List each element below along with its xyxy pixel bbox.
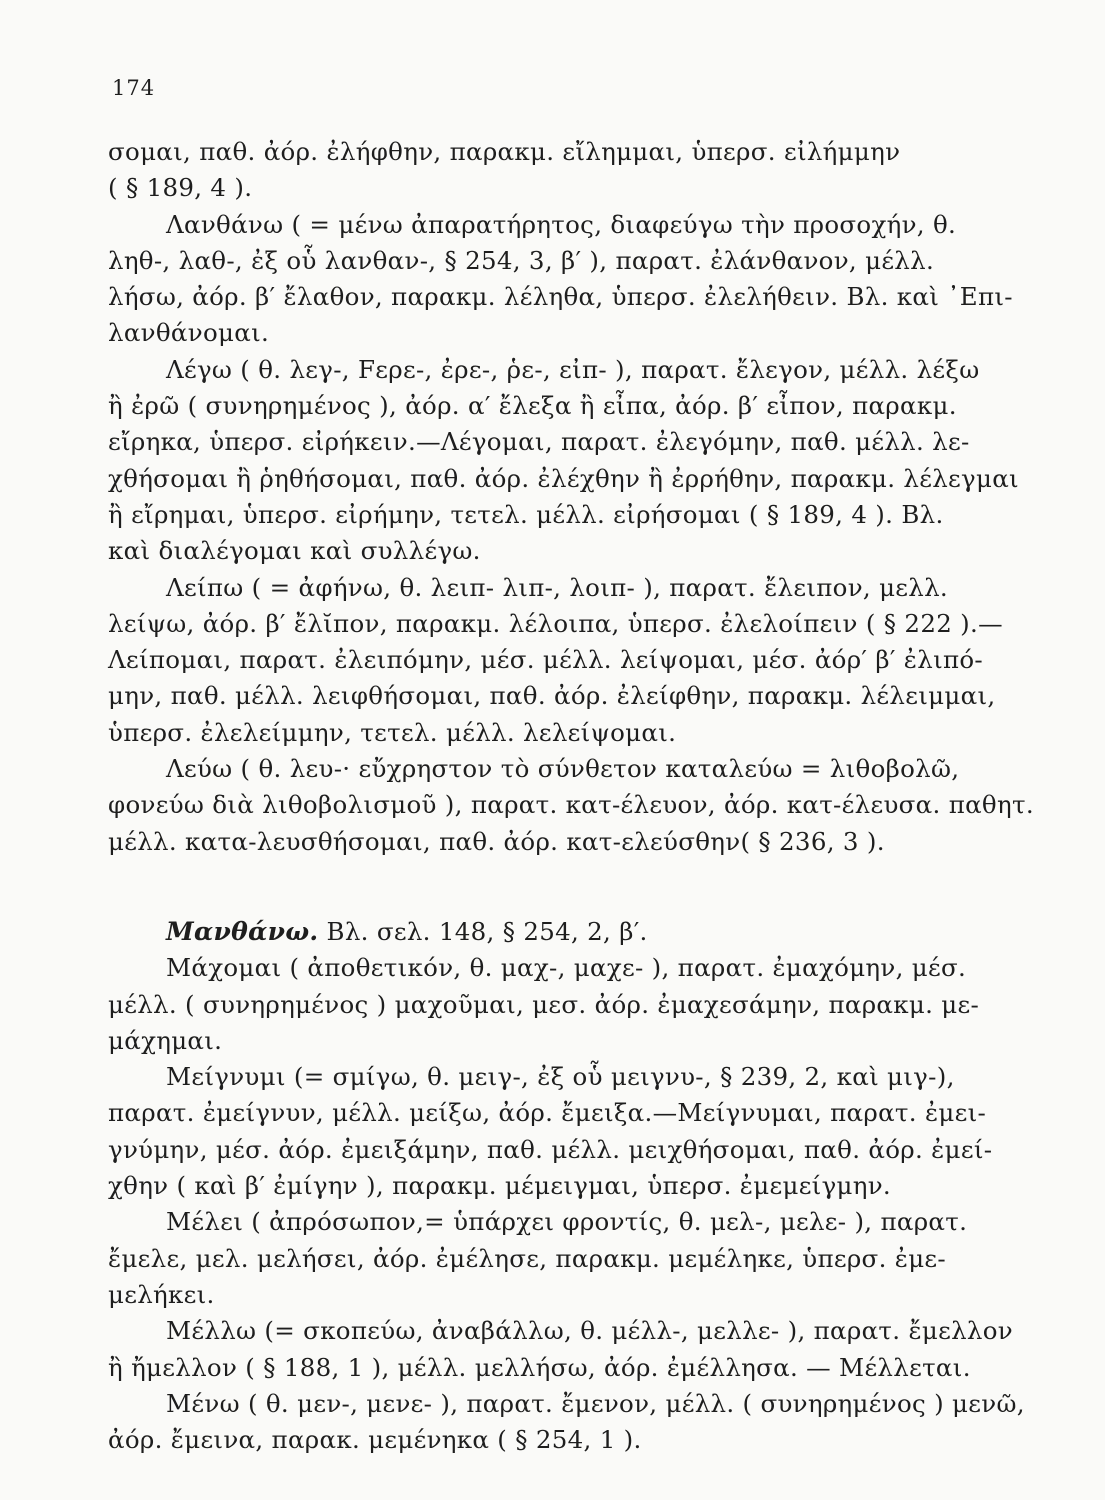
text-line — [108, 914, 965, 950]
text-line: λείψω, ἀόρ. β′ ἔλῐπον, παρακμ. λέλοιπα, ὑπερσ. ἐλελοίπειν ( § 222 ).— — [108, 608, 1003, 638]
text-line: μέλλ. κατα-λευσθήσομαι, παθ. ἀόρ. κατ-ελεύσθην( § 236, 3 ). — [108, 826, 885, 856]
text-line: μην, παθ. μέλλ. λειφθήσομαι, παθ. ἀόρ. ἐλείφθην, παρακμ. λέλειμμαι, — [108, 681, 996, 711]
text-line: καὶ διαλέγομαι καὶ συλλέγω. — [108, 536, 481, 566]
text-line: ὑπερσ. ἐλελείμμην, τετελ. μέλλ. λελείψομαι. — [108, 717, 677, 747]
section-headword: Μανθάνω. — [166, 916, 319, 946]
text-line: παρατ. ἐμείγνυν, μέλλ. μείξω, ἀόρ. ἔμειξα.—Μείγνυμαι, παρατ. ἐμει- — [108, 1098, 987, 1128]
text-line: ἀόρ. ἔμεινα, παρακ. μεμένηκα ( § 254, 1 ). — [108, 1425, 642, 1455]
text-line: Μέλει ( ἀπρόσωπον,= ὑπάρχει φροντίς, θ. μελ-, μελε- ), παρατ. — [166, 1207, 968, 1237]
page-number: 174 — [112, 76, 156, 100]
text-line: μελήκει. — [108, 1279, 215, 1309]
text-line: ληθ-, λαθ-, ἐξ οὗ λανθαν-, § 254, 3, β′ ), παρατ. ἐλάνθανον, μέλλ. — [108, 245, 935, 275]
text-line: Λανθάνω ( = μένω ἀπαρατήρητος, διαφεύγω τὴν προσοχήν, θ. — [166, 209, 957, 239]
text-line: φονεύω διὰ λιθοβολισμοῦ ), παρατ. κατ-έλευον, ἀόρ. κατ-έλευσα. παθητ. — [108, 790, 1034, 820]
text-line: Λείπω ( = ἀφήνω, θ. λειπ- λιπ-, λοιπ- ), παρατ. ἔλειπον, μελλ. — [166, 572, 949, 602]
text-line: μέλλ. ( συνηρημένος ) μαχοῦμαι, μεσ. ἀόρ. ἐμαχεσάμην, παρακμ. με- — [108, 989, 980, 1019]
text-line: Λεύω ( θ. λευ-· εὔχρηστον τὸ σύνθετον καταλεύω = λιθοβολῶ, — [166, 754, 960, 784]
text-line: Μέλλω (= σκοπεύω, ἀναβάλλω, θ. μέλλ-, μελλε- ), παρατ. ἔμελλον — [166, 1316, 1014, 1346]
text-line: ἢ ἐρῶ ( συνηρημένος ), ἀόρ. α′ ἔλεξα ἢ εἶπα, ἀόρ. β′ εἶπον, παρακμ. — [108, 391, 957, 421]
text-line: ἔμελε, μελ. μελήσει, ἀόρ. ἐμέλησε, παρακμ. μεμέληκε, ὑπερσ. ἐμε- — [108, 1243, 946, 1273]
text-line: ἢ εἴρημαι, ὑπερσ. εἰρήμην, τετελ. μέλλ. εἰρήσομαι ( § 189, 4 ). Βλ. — [108, 499, 944, 529]
text-line: σομαι, παθ. ἀόρ. ἐλήφθην, παρακμ. εἴλημμαι, ὑπερσ. εἰλήμμην — [108, 137, 901, 166]
text-line: χθην ( καὶ β′ ἐμίγην ), παρακμ. μέμειγμαι, ὑπερσ. ἐμεμείγμην. — [108, 1171, 892, 1201]
text-line: Μένω ( θ. μεν-, μενε- ), παρατ. ἔμενον, μέλλ. ( συνηρημένος ) μενῶ, — [166, 1388, 1025, 1418]
text-line: λανθάνομαι. — [108, 318, 270, 348]
text-line: Μάχομαι ( ἀποθετικόν, θ. μαχ-, μαχε- ), παρατ. ἐμαχόμην, μέσ. — [166, 953, 967, 983]
text-line: ( § 189, 4 ). — [108, 173, 253, 203]
text-line: λήσω, ἀόρ. β′ ἔλαθον, παρακμ. λέληθα, ὑπερσ. ἐλελήθειν. Βλ. καὶ ᾿Επι- — [108, 282, 1013, 312]
text-line: χθήσομαι ἢ ῥηθήσομαι, παθ. ἀόρ. ἐλέχθην ἢ ἐρρήθην, παρακμ. λέλεγμαι — [108, 463, 1019, 493]
text-line: Λείπομαι, παρατ. ἐλειπόμην, μέσ. μέλλ. λείψομαι, μέσ. ἀόρ′ β′ ἐλιπό- — [108, 645, 984, 675]
text-line: γνύμην, μέσ. ἀόρ. ἐμειξάμην, παθ. μέλλ. μειχθήσομαι, παθ. ἀόρ. ἐμεί- — [108, 1134, 993, 1164]
text-line: Μείγνυμι (= σμίγω, θ. μειγ-, ἐξ οὗ μειγνυ-, § 239, 2, καὶ μιγ-), — [166, 1062, 955, 1092]
text-line: εἴρηκα, ὑπερσ. εἰρήκειν.—Λέγομαι, παρατ. ἐλεγόμην, παθ. μέλλ. λε- — [108, 427, 970, 457]
line-text: Βλ. σελ. 148, § 254, 2, β′. — [318, 916, 648, 946]
text-line: Λέγω ( θ. λεγ-, Fερε-, ἐρε-, ῥε-, εἰπ- ), παρατ. ἔλεγον, μέλλ. λέξω — [166, 354, 980, 384]
text-line: ἢ ἤμελλον ( § 188, 1 ), μέλλ. μελλήσω, ἀόρ. ἐμέλλησα. — Μέλλεται. — [108, 1352, 971, 1382]
dictionary-text — [108, 134, 1034, 1458]
text-line: μάχημαι. — [108, 1025, 223, 1055]
section-gap — [108, 860, 965, 914]
